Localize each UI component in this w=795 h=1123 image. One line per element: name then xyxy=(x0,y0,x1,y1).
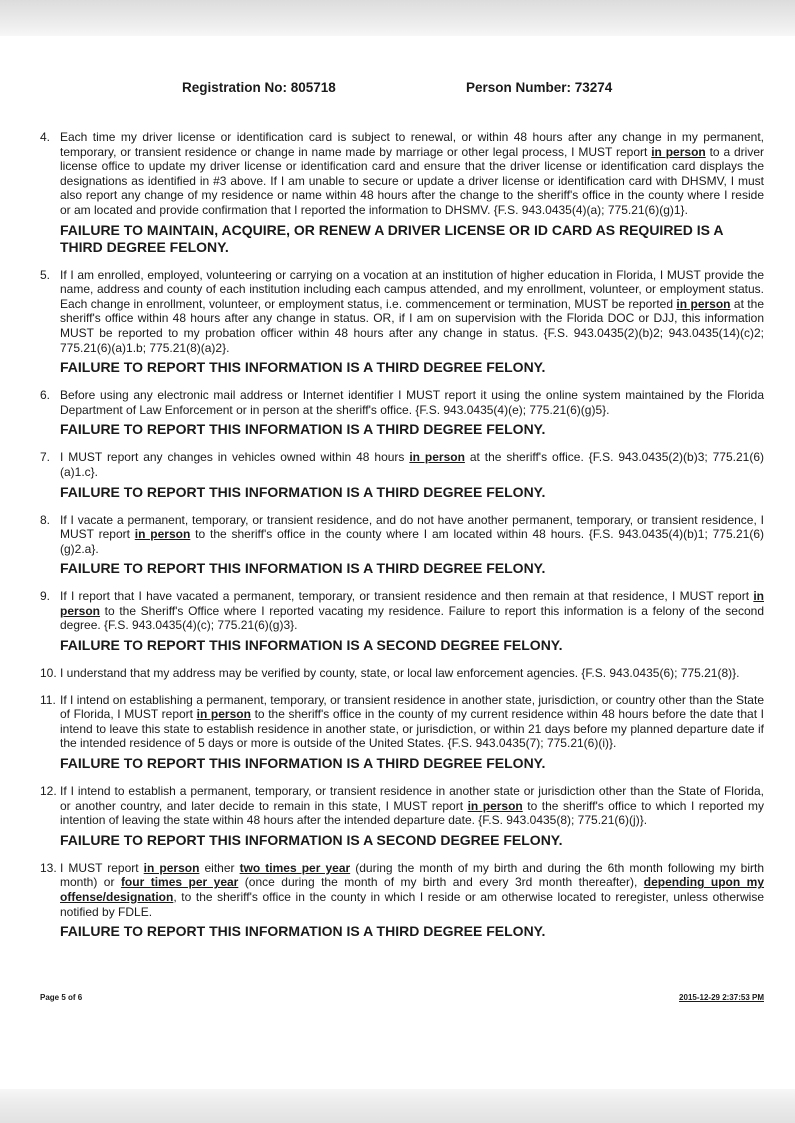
item-number: 4. xyxy=(40,130,51,144)
felony-warning: FAILURE TO REPORT THIS INFORMATION IS A THIRD DEGREE FELONY. xyxy=(60,560,546,577)
item-content xyxy=(60,513,764,578)
list-item xyxy=(40,268,764,377)
item-text xyxy=(60,861,764,919)
page-number: Page 5 of 6 xyxy=(40,993,83,1002)
item-content xyxy=(60,666,764,681)
felony-warning: FAILURE TO MAINTAIN, ACQUIRE, OR RENEW A DRIVER LICENSE OR ID CARD AS REQUIRED IS A THIRD DEGREE FELONY. xyxy=(60,221,723,255)
felony-warning: FAILURE TO REPORT THIS INFORMATION IS A THIRD DEGREE FELONY. xyxy=(60,755,546,772)
text-run: I understand that my address may be verified by county, state, or local law enforcement agencies. {F.S. 943.0435(6); 775.21(8)}. xyxy=(60,666,740,681)
text-run: I MUST report any changes in vehicles owned within 48 hours xyxy=(60,450,410,465)
text-run: If I intend on establishing a permanent, temporary, or transient residence in another state, jurisdiction, or country other than the State of Florida, I MUST report xyxy=(60,692,764,722)
item-content xyxy=(60,589,764,654)
text-run: to the sheriff's office in the county of my current residence within 48 hours before the date that I intend to leave this state to establish residence in another state, or jurisdiction, or within 21 days before my planned departure date if the intended residence of 5 days or more is outside of the United States. {F.S. 943.0435(7); 775.21(6)(i)}. xyxy=(60,707,764,751)
emphasized-phrase: depending upon my offense/designation xyxy=(60,875,765,904)
felony-warning: FAILURE TO REPORT THIS INFORMATION IS A THIRD DEGREE FELONY. xyxy=(60,421,546,438)
felony-warning: FAILURE TO REPORT THIS INFORMATION IS A THIRD DEGREE FELONY. xyxy=(60,359,546,376)
emphasized-phrase: in person xyxy=(467,798,523,813)
emphasized-phrase: in person xyxy=(651,144,706,159)
item-content xyxy=(60,268,764,377)
item-content xyxy=(60,450,764,500)
person-number: Person Number: 73274 xyxy=(466,80,613,95)
item-number: 13. xyxy=(40,860,57,875)
item-content xyxy=(60,693,764,772)
numbered-requirements-list xyxy=(40,130,764,952)
item-number: 8. xyxy=(40,512,51,527)
registration-number: Registration No: 805718 xyxy=(182,80,336,95)
text-run: If I report that I have vacated a permanent, temporary, or transient residence and then remain at that residence, I MUST report xyxy=(60,589,754,604)
item-content xyxy=(60,784,764,849)
text-run: Each time my driver license or identification card is subject to renewal, or within 48 hours after any change in my permanent, temporary, or transient residence or change in name made by marriage or other legal process, I MUST report xyxy=(60,130,764,159)
text-run: at the sheriff's office. {F.S. 943.0435(2)(b)3; 775.21(6)(a)1.c}. xyxy=(60,450,764,479)
emphasized-phrase: in person xyxy=(676,296,731,311)
text-run: , to the sheriff's office in the county in which I reside or am otherwise located to reregister, unless otherwise notified by FDLE. xyxy=(60,890,764,919)
item-number: 12. xyxy=(40,784,57,799)
list-item xyxy=(40,693,764,772)
emphasized-phrase: two times per year xyxy=(239,860,351,875)
item-number: 11. xyxy=(40,692,56,707)
felony-warning: FAILURE TO REPORT THIS INFORMATION IS A THIRD DEGREE FELONY. xyxy=(60,923,546,940)
text-run: to the sheriff's office in the county where I am located within 48 hours. {F.S. 943.0435(4)(b)1; 775.21(6)(g)2.a}. xyxy=(60,527,764,556)
text-run: Before using any electronic mail address or Internet identifier I MUST report it using the online system maintained by the Florida Department of Law Enforcement or in person at the sheriff's office. {F.S. 943.0435(4)(e); 775.21(6)(g)5}. xyxy=(60,388,764,417)
emphasized-phrase: in person xyxy=(134,527,191,542)
item-text xyxy=(60,693,764,751)
felony-warning: FAILURE TO REPORT THIS INFORMATION IS A SECOND DEGREE FELONY. xyxy=(60,637,563,654)
item-number: 7. xyxy=(40,450,51,465)
list-item xyxy=(40,589,764,654)
text-run: If I vacate a permanent, temporary, or transient residence, and do not have another permanent, temporary, or transient residence, I MUST report xyxy=(60,512,764,542)
felony-warning: FAILURE TO REPORT THIS INFORMATION IS A SECOND DEGREE FELONY. xyxy=(60,831,563,848)
scan-bottom-edge xyxy=(0,1089,795,1123)
item-number: 9. xyxy=(40,589,51,604)
item-number: 6. xyxy=(40,388,51,403)
felony-warning: FAILURE TO REPORT THIS INFORMATION IS A THIRD DEGREE FELONY. xyxy=(60,483,546,500)
list-item xyxy=(40,450,764,500)
text-run: to the sheriff's office to which I reported my intention of leaving the state within 48 hours after the intended departure date. {F.S. 943.0435(8); 775.21(6)(j)}. xyxy=(60,798,764,828)
text-run: I MUST report xyxy=(60,860,144,875)
item-text xyxy=(60,513,764,557)
emphasized-phrase: in person xyxy=(143,860,200,875)
text-run: at the sheriff's office within 48 hours after any change in status. OR, if I am on supervision with the Florida DOC or DJJ, this information MUST be reported to my probation officer within 48 hours after any change in status. {F.S. 943.0435(2)(b)2; 943.0435(14)(c)2; 775.21(6)(a)1.b; 775.21(8)(a)2}. xyxy=(60,296,764,355)
list-item xyxy=(40,513,764,578)
item-text xyxy=(60,130,764,218)
list-item xyxy=(40,861,764,940)
item-content xyxy=(60,861,764,940)
emphasized-phrase: in person xyxy=(409,450,465,465)
print-timestamp: 2015-12-29 2:37:53 PM xyxy=(679,993,764,1002)
list-item xyxy=(40,130,764,256)
text-run: If I intend to establish a permanent, temporary, or transient residence in another state or jurisdiction other than the State of Florida, or another country, and later decide to remain in this state, I MUST report xyxy=(60,784,764,813)
text-run: to the Sheriff's Office where I reported vacating my residence. Failure to report this information is a felony of the second degree. {F.S. 943.0435(4)(c); 775.21(6)(g)3}. xyxy=(60,603,764,633)
item-text xyxy=(60,784,764,828)
list-item xyxy=(40,784,764,849)
item-text xyxy=(60,388,764,417)
item-text xyxy=(60,268,764,356)
emphasized-phrase: four times per year xyxy=(120,875,239,890)
list-item xyxy=(40,666,764,681)
text-run: (once during the month of my birth and every 3rd month thereafter), xyxy=(238,875,644,890)
emphasized-phrase: in person xyxy=(60,589,764,618)
item-number: 10. xyxy=(40,666,57,681)
text-run: If I am enrolled, employed, volunteering or carrying on a vocation at an institution of higher education in Florida, I MUST provide the name, address and county of each institution including each campus attended, and my enrollment, volunteer, or employment status. Each change in enrollment, volunteer, or employment status, i.e. commencement or termination, MUST be reported xyxy=(60,267,764,311)
scan-top-edge xyxy=(0,0,795,36)
item-content xyxy=(60,388,764,438)
text-run: (during the month of my birth and during the 6th month following my birth month) or xyxy=(60,860,764,890)
item-text xyxy=(60,450,764,479)
item-content xyxy=(60,130,764,256)
item-number: 5. xyxy=(40,267,51,282)
item-text xyxy=(60,666,764,681)
list-item xyxy=(40,388,764,438)
item-text xyxy=(60,589,764,633)
emphasized-phrase: in person xyxy=(196,707,251,722)
text-run: to a driver license office to update my driver license or identification card and ensure that the driver license or identification card displays the designations as identified in #3 above. If I am unable to secure or update a driver license or identification card with DHSMV, I must also report any change of my residence or name within 48 hours after the change to the sheriff's office in the county where I reside or am located and provide confirmation that I reported the information to DHSMV. {F.S. 943.0435(4)(a); 775.21(6)(g)1}. xyxy=(60,144,764,217)
text-run: either xyxy=(199,860,240,875)
